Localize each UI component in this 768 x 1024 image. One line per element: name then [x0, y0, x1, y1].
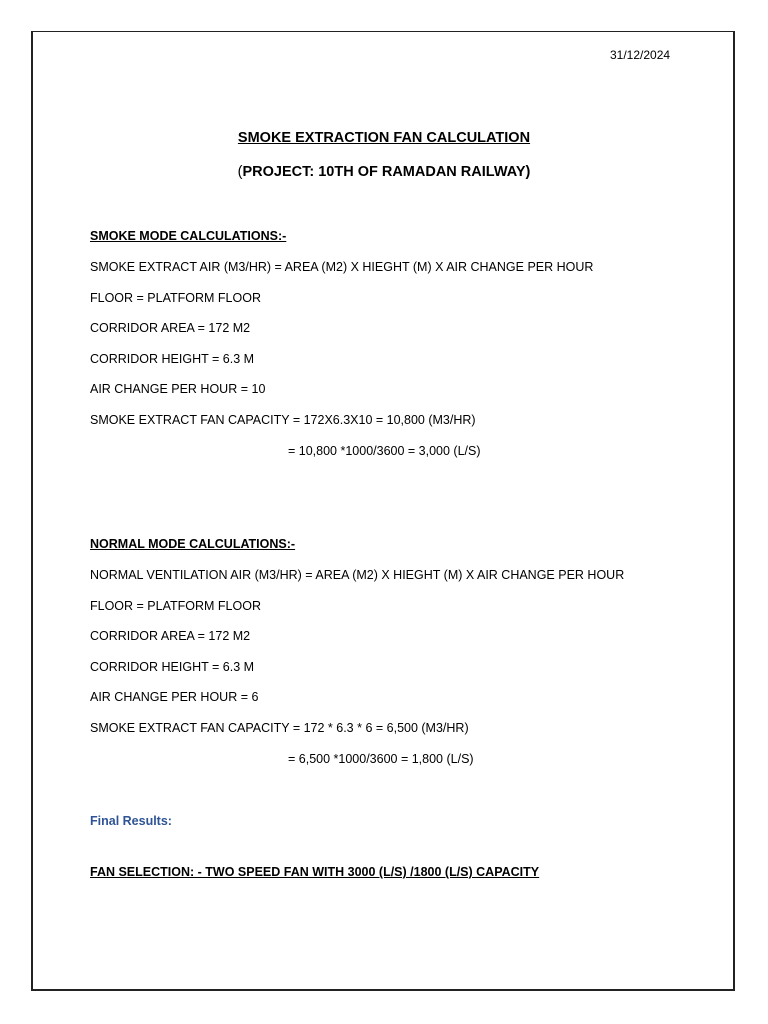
smoke-mode-floor: FLOOR = PLATFORM FLOOR	[90, 291, 261, 305]
smoke-mode-formula: SMOKE EXTRACT AIR (M3/HR) = AREA (M2) X HIEGHT (M) X AIR CHANGE PER HOUR	[90, 260, 594, 274]
normal-mode-capacity: SMOKE EXTRACT FAN CAPACITY = 172 * 6.3 * 6 = 6,500 (M3/HR)	[90, 721, 469, 735]
subtitle-text: PROJECT: 10TH OF RAMADAN RAILWAY)	[242, 164, 531, 180]
normal-mode-corridor-area: CORRIDOR AREA = 172 M2	[90, 629, 251, 643]
smoke-mode-capacity-ls: = 10,800 *1000/3600 = 3,000 (L/S)	[288, 444, 481, 458]
document-title: SMOKE EXTRACTION FAN CALCULATION	[237, 130, 531, 146]
smoke-mode-corridor-area: CORRIDOR AREA = 172 M2	[90, 321, 251, 335]
normal-mode-formula: NORMAL VENTILATION AIR (M3/HR) = AREA (M2) X HIEGHT (M) X AIR CHANGE PER HOUR	[90, 568, 625, 582]
document-subtitle	[0, 164, 768, 180]
smoke-mode-air-change: AIR CHANGE PER HOUR = 10	[90, 382, 266, 396]
smoke-mode-capacity: SMOKE EXTRACT FAN CAPACITY = 172X6.3X10 = 10,800 (M3/HR)	[90, 413, 476, 427]
fan-selection: FAN SELECTION: - TWO SPEED FAN WITH 3000 (L/S) /1800 (L/S) CAPACITY	[90, 865, 540, 879]
normal-mode-heading: NORMAL MODE CALCULATIONS:-	[90, 537, 296, 551]
normal-mode-floor: FLOOR = PLATFORM FLOOR	[90, 599, 261, 613]
normal-mode-corridor-height: CORRIDOR HEIGHT = 6.3 M	[90, 660, 255, 674]
subtitle-paren: (	[237, 164, 243, 180]
smoke-mode-corridor-height: CORRIDOR HEIGHT = 6.3 M	[90, 352, 255, 366]
normal-mode-air-change: AIR CHANGE PER HOUR = 6	[90, 690, 259, 704]
smoke-mode-heading: SMOKE MODE CALCULATIONS:-	[90, 229, 287, 243]
normal-mode-capacity-ls: = 6,500 *1000/3600 = 1,800 (L/S)	[288, 752, 474, 766]
document-date: 31/12/2024	[610, 48, 671, 62]
final-results-heading: Final Results:	[90, 814, 172, 828]
